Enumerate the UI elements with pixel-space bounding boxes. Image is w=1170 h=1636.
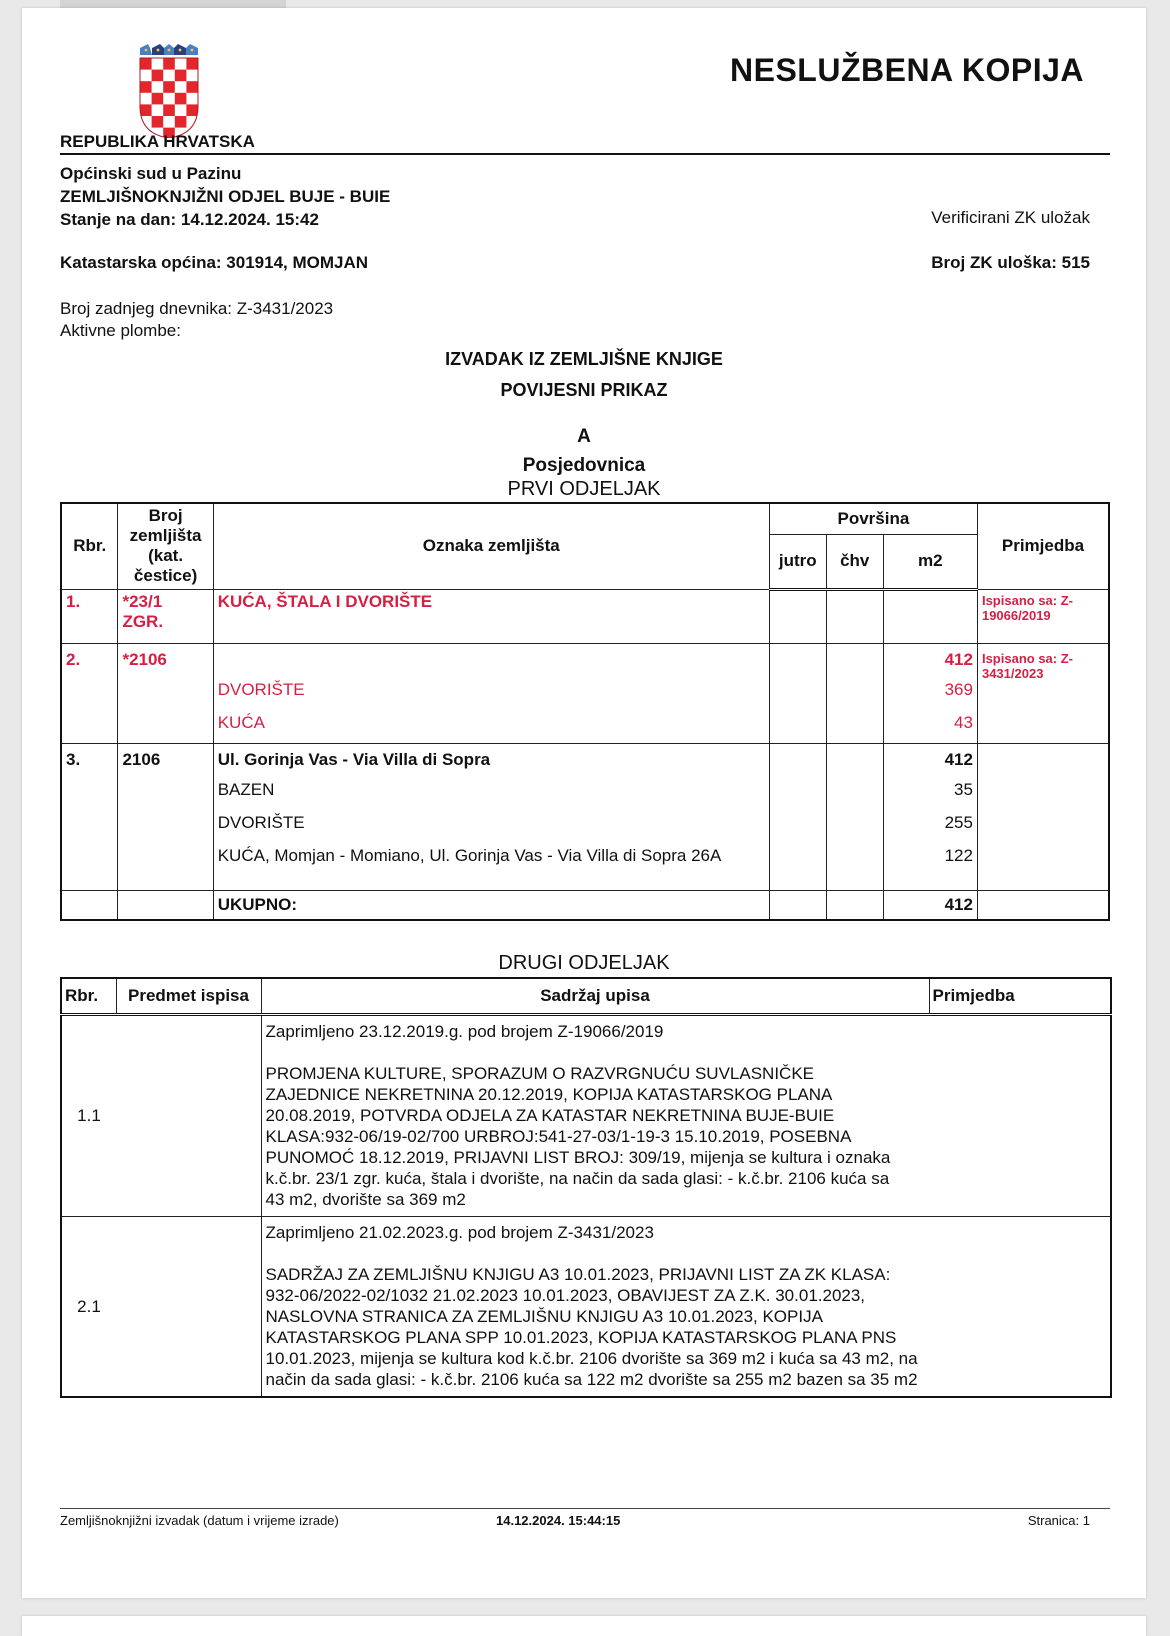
total-m2: 412 <box>883 890 977 920</box>
row-sub-m2: 43 <box>883 711 977 744</box>
row-parcel: 2106 <box>118 748 213 778</box>
document-title <box>22 344 1146 406</box>
row-sub-m2: 35 <box>883 778 977 811</box>
row-note: Ispisano sa: Z-3431/2023 <box>977 648 1109 744</box>
row-parcel: *23/1 ZGR. <box>118 589 213 643</box>
row-sub-m2: 369 <box>883 678 977 711</box>
footer-page-number: Stranica: 1 <box>1027 1513 1090 1528</box>
header-designation: Oznaka zemljišta <box>213 503 769 589</box>
department-name: ZEMLJIŠNOKNJIŽNI ODJEL BUJE - BUIE <box>60 187 391 206</box>
header-content: Sadržaj upisa <box>261 978 929 1015</box>
table-row <box>61 1015 1111 1217</box>
section-letter: A <box>577 426 591 447</box>
total-row <box>61 890 1109 920</box>
header-note: Primjedba <box>977 503 1109 589</box>
row-subdesignation: KUĆA <box>213 711 769 744</box>
row-subdesignation: DVORIŠTE <box>213 678 769 711</box>
row-received: Zaprimljeno 23.12.2019.g. pod brojem Z-19066/2019 <box>265 1022 664 1041</box>
section-heading <box>22 422 1146 480</box>
row-parcel: *2106 <box>118 648 213 678</box>
table-subrow <box>61 678 1109 711</box>
header-rbr: Rbr. <box>61 503 118 589</box>
row-rbr: 1. <box>61 589 118 643</box>
table-subrow <box>61 711 1109 744</box>
table-row <box>61 748 1109 778</box>
document-title-line2: POVIJESNI PRIKAZ <box>500 380 668 400</box>
next-page-edge <box>22 1616 1146 1636</box>
document-title-line1: IZVADAK IZ ZEMLJIŠNE KNJIGE <box>445 349 723 369</box>
header-jutro: jutro <box>769 534 826 589</box>
row-sub-m2: 122 <box>883 844 977 890</box>
table-subrow <box>61 811 1109 844</box>
table-row <box>61 648 1109 678</box>
zk-number: Broj ZK uloška: 515 <box>931 253 1090 272</box>
row-rbr: 1.1 <box>61 1015 116 1217</box>
second-part-heading: DRUGI ODJELJAK <box>498 952 670 974</box>
row-rbr: 2.1 <box>61 1217 116 1398</box>
header-m2: m2 <box>883 534 977 589</box>
row-subdesignation: DVORIŠTE <box>213 811 769 844</box>
row-designation: KUĆA, ŠTALA I DVORIŠTE <box>213 589 769 643</box>
active-seals: Aktivne plombe: <box>60 321 181 340</box>
row-subdesignation: KUĆA, Momjan - Momiano, Ul. Gorinja Vas - Via Villa di Sopra 26A <box>213 844 769 890</box>
header-chv: čhv <box>826 534 883 589</box>
court-info <box>60 162 390 231</box>
footer-datetime: 14.12.2024. 15:44:15 <box>496 1513 621 1528</box>
court-name: Općinski sud u Pazinu <box>60 164 242 183</box>
header-rbr: Rbr. <box>61 978 116 1015</box>
entries-table <box>60 977 1112 1398</box>
cadastral-municipality: Katastarska općina: 301914, MOMJAN <box>60 253 369 272</box>
table-row <box>61 589 1109 643</box>
row-subdesignation: BAZEN <box>213 778 769 811</box>
document-page <box>22 8 1146 1598</box>
journal-info <box>60 298 333 342</box>
row-rbr: 3. <box>61 748 118 778</box>
last-journal-number: Broj zadnjeg dnevnika: Z-3431/2023 <box>60 299 334 318</box>
total-label: UKUPNO: <box>213 890 769 920</box>
header-parcel-number: Broj zemljišta (kat. čestice) <box>118 503 213 589</box>
row-content <box>261 1015 1111 1217</box>
row-received: Zaprimljeno 21.02.2023.g. pod brojem Z-3431/2023 <box>265 1223 654 1242</box>
table-subrow <box>61 778 1109 811</box>
unofficial-copy-stamp: NESLUŽBENA KOPIJA <box>729 52 1084 88</box>
footer-divider <box>60 1508 1110 1509</box>
header-subject: Predmet ispisa <box>116 978 261 1015</box>
table-subrow <box>61 844 1109 890</box>
row-sub-m2: 255 <box>883 811 977 844</box>
header-area: Površina <box>769 503 977 534</box>
row-text: PROMJENA KULTURE, SPORAZUM O RAZVRGNUĆU SUVLASNIČKE ZAJEDNICE NEKRETNINA 20.12.2019, KOPIJA KATASTARSKOG PLANA 20.08.2019, POTVRDA ODJELA ZA KATASTAR NEKRETNINA BUJE-BUIE KLASA:932-06/19-02/700 URBROJ:541-27-03/1-19-3 15.10.2019, POSEBNA PUNOMOĆ 18.12.2019, PRIJAVNI LIST BROJ: 309/19, mijenja se kultura i oznaka k.č.br. 23/1 zgr. kuća, štala i dvorište, na način da sada glasi: - k.č.br. 2106 kuća sa 43 m2, dvorište sa 369 m2 <box>265 1064 891 1209</box>
row-note: Ispisano sa: Z-19066/2019 <box>977 589 1109 643</box>
republic-name: REPUBLIKA HRVATSKA <box>60 132 255 151</box>
row-content <box>261 1217 1111 1398</box>
section-name: Posjedovnica <box>522 455 646 476</box>
verified-label: Verificirani ZK uložak <box>931 208 1090 227</box>
first-part-heading: PRVI ODJELJAK <box>507 478 661 500</box>
state-date: Stanje na dan: 14.12.2024. 15:42 <box>60 210 319 229</box>
croatian-coat-of-arms-icon <box>138 44 200 138</box>
row-text: SADRŽAJ ZA ZEMLJIŠNU KNJIGU A3 10.01.2023, PRIJAVNI LIST ZA ZK KLASA: 932-06/2022-02/1032 21.02.2023 10.01.2023, OBAVIJEST ZA Z.K. 30.01.2023, NASLOVNA STRANICA ZA ZEMLJIŠNU KNJIGU A3 10.01.2023, KOPIJA KATASTARSKOG PLANA SPP 10.01.2023, KOPIJA KATASTARSKOG PLANA PNS 10.01.2023, mijenja se kultura kod k.č.br. 2106 dvorište sa 369 m2 i kuća sa 43 m2, na način da sada glasi: - k.č.br. 2106 kuća sa 122 m2 dvorište sa 255 m2 bazen sa 35 m2 <box>265 1265 918 1389</box>
row-designation: Ul. Gorinja Vas - Via Villa di Sopra <box>213 748 769 778</box>
header-divider <box>60 153 1110 155</box>
header-note: Primjedba <box>929 978 1111 1015</box>
parcels-table <box>60 502 1110 921</box>
table-row <box>61 1217 1111 1398</box>
footer-label: Zemljišnoknjižni izvadak (datum i vrijeme izrade) <box>60 1513 339 1528</box>
row-rbr: 2. <box>61 648 118 678</box>
row-m2: 412 <box>883 748 977 778</box>
row-m2: 412 <box>883 648 977 678</box>
